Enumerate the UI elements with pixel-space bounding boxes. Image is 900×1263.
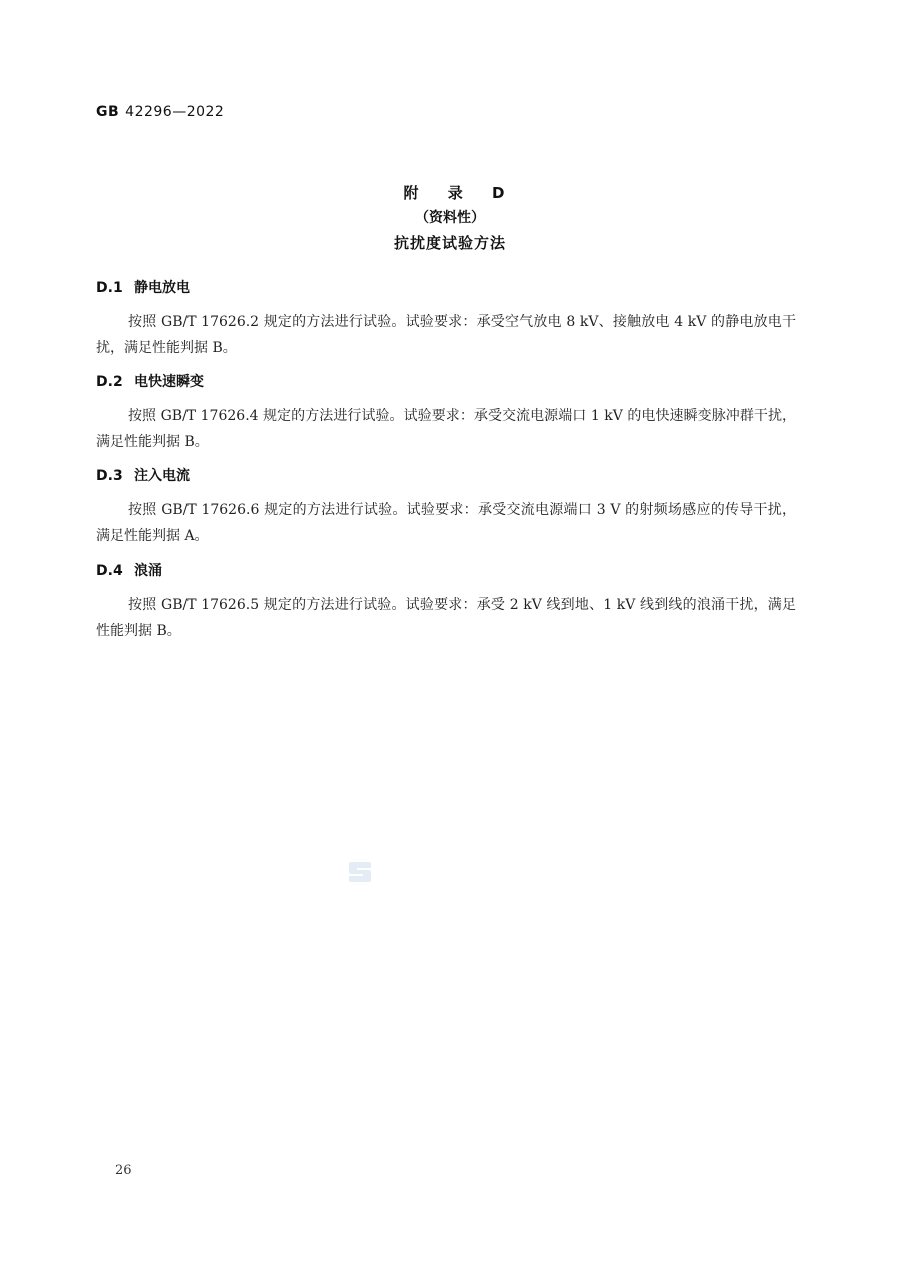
appendix-subject: 抗扰度试验方法 <box>393 234 506 252</box>
section-paragraph: 按照 GB/T 17626.4 规定的方法进行试验。试验要求：承受交流电源端口 1 kV 的电快速瞬变脉冲群干扰，满足性能判据 B。 <box>96 408 796 450</box>
section-number: D.3 <box>96 468 123 484</box>
section-d1 <box>96 278 796 361</box>
standard-number: 42296—2022 <box>125 104 225 120</box>
standard-prefix: GB <box>96 104 120 120</box>
section-title: 注入电流 <box>134 468 190 484</box>
watermark-logo-shape <box>347 860 373 884</box>
appendix-title: 附 录 D <box>403 184 517 202</box>
appendix-nature: （资料性） <box>415 210 485 226</box>
section-heading <box>96 372 796 392</box>
section-title: 静电放电 <box>134 280 190 296</box>
section-d4 <box>96 561 796 644</box>
section-paragraph: 按照 GB/T 17626.2 规定的方法进行试验。试验要求：承受空气放电 8 kV、接触放电 4 kV 的静电放电干扰，满足性能判据 B。 <box>96 314 796 356</box>
section-heading <box>96 278 796 298</box>
watermark-logo-icon <box>347 860 373 884</box>
section-paragraph: 按照 GB/T 17626.6 规定的方法进行试验。试验要求：承受交流电源端口 3 V 的射频场感应的传导干扰，满足性能判据 A。 <box>96 502 796 544</box>
section-d2 <box>96 372 796 455</box>
section-number: D.1 <box>96 280 123 296</box>
section-title: 浪涌 <box>134 563 162 579</box>
standard-header <box>96 104 224 120</box>
section-title: 电快速瞬变 <box>134 374 204 390</box>
section-paragraph: 按照 GB/T 17626.5 规定的方法进行试验。试验要求：承受 2 kV 线到地、1 kV 线到线的浪涌干扰，满足性能判据 B。 <box>96 597 796 639</box>
section-heading <box>96 561 796 581</box>
page-number: 26 <box>115 1163 132 1178</box>
section-number: D.4 <box>96 563 123 579</box>
section-heading <box>96 466 796 486</box>
section-d3 <box>96 466 796 549</box>
section-number: D.2 <box>96 374 123 390</box>
